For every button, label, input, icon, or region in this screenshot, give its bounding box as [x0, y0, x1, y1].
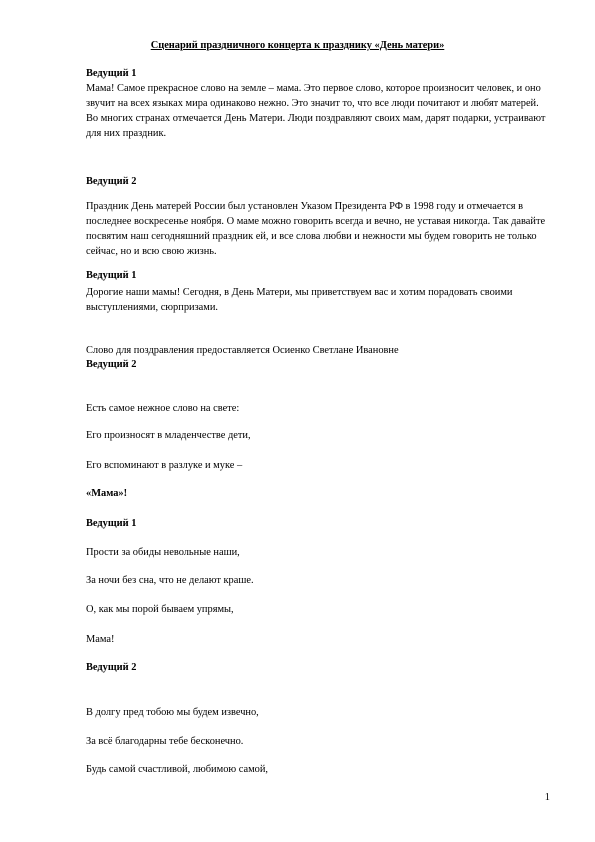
speaker-label: Ведущий 1: [86, 270, 137, 281]
speaker-label: Ведущий 2: [86, 359, 137, 370]
paragraph: Дорогие наши мамы! Сегодня, в День Матери, мы приветствуем вас и хотим порадовать своими выступлениями, сюрпризами.: [86, 287, 513, 313]
document-title: Сценарий праздничного концерта к празднику «День матери»: [150, 40, 445, 51]
speaker-label: Ведущий 1: [86, 68, 137, 79]
poem-line: «Мама»!: [86, 488, 128, 499]
paragraph: Праздник День матерей России был установлен Указом Президента РФ в 1998 году и отмечается в последнее воскресенье ноября. О маме можно говорить всегда и вечно, не уставая никогда. Так давайте посвятим наш сегодняшний праздник ей, и все слова любви и нежности мы будем говорить не только сейчас, но и всю свою жизнь.: [86, 201, 546, 257]
poem-line: Его вспоминают в разлуке и муке –: [86, 460, 243, 471]
poem-line: За всё благодарны тебе бесконечно.: [86, 736, 244, 747]
paragraph: Мама! Самое прекрасное слово на земле – мама. Это первое слово, которое произносит человек, и оно звучит на всех языках мира одинаково нежно. Это значит то, что все люди почитают и любят матерей. Во многих странах отмечается День Матери. Люди поздравляют своих мам, дарят подарки, устраивают для них праздник.: [86, 83, 546, 139]
speaker-label: Ведущий 1: [86, 518, 137, 529]
speaker-label: Ведущий 2: [86, 176, 137, 187]
paragraph-note: Слово для поздравления предоставляется Осиенко Светлане Ивановне: [86, 345, 399, 356]
poem-line: Прости за обиды невольные наши,: [86, 547, 240, 558]
poem-line: Мама!: [86, 634, 115, 645]
poem-line: За ночи без сна, что не делают краше.: [86, 575, 254, 586]
poem-line: В долгу пред тобою мы будем извечно,: [86, 707, 259, 718]
poem-line: Есть самое нежное слово на свете:: [86, 403, 240, 414]
poem-line: О, как мы порой бываем упрямы,: [86, 604, 234, 615]
page-number: 1: [544, 792, 550, 803]
poem-line: Будь самой счастливой, любимою самой,: [86, 764, 269, 775]
poem-line: Его произносят в младенчестве дети,: [86, 430, 251, 441]
speaker-label: Ведущий 2: [86, 662, 137, 673]
